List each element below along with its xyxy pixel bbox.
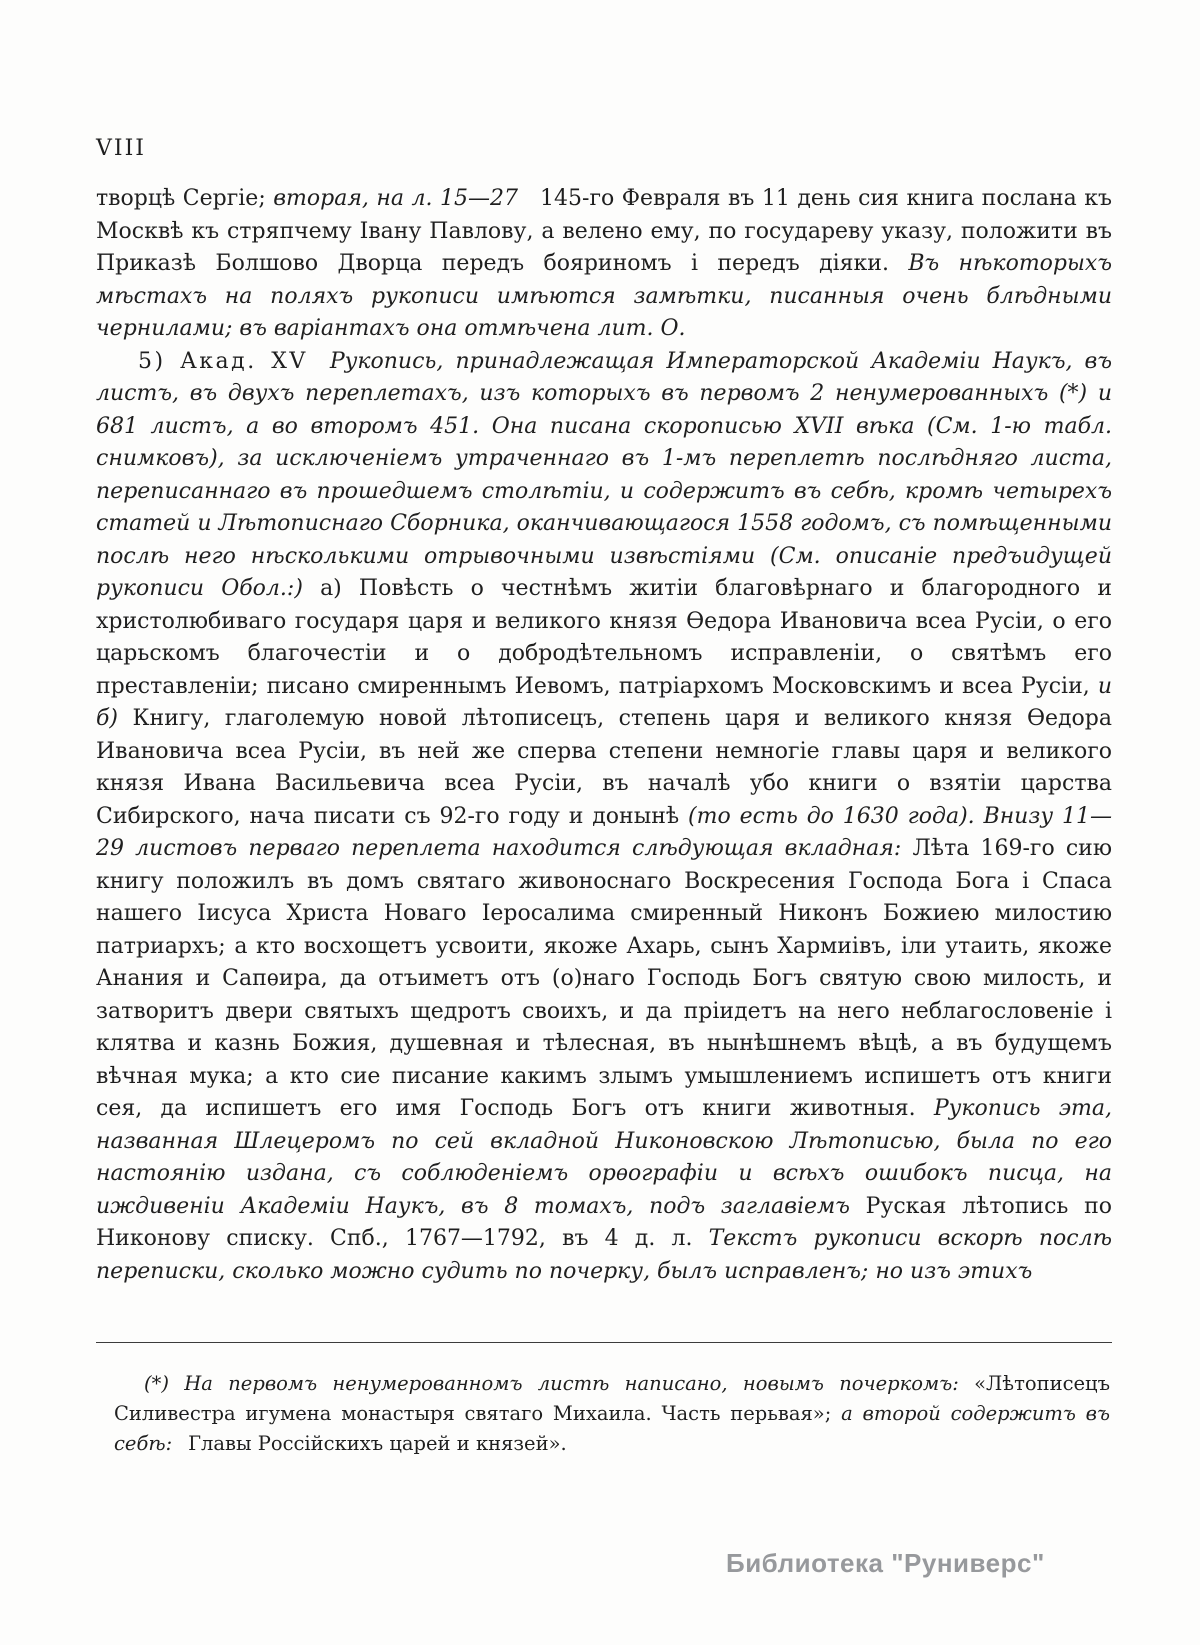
text-segment: 5) Акад. XV <box>138 348 308 374</box>
text-segment: Руская лѣтопись по Никонову списку. Спб., 1767—1792, въ 4 д. л. <box>96 1193 1112 1251</box>
text-segment: Главы Россійскихъ царей и князей». <box>178 1432 567 1455</box>
text-segment: Рукопись эта, названная Шлецеромъ по сей вкладной Никоновскою Лѣтописью, была по его настоянію издана, съ соблюденіемъ орѳографіи и всѣхъ ошибокъ писца, на иждивеніи Академіи Наукъ, въ 8 томахъ, подъ заглавіемъ <box>96 1096 1112 1219</box>
watermark: Библиотека "Руниверс" <box>726 1548 1045 1578</box>
text-segment: Книгу, глаголемую новой лѣтописецъ, степень царя и великого князя Ѳедора Ивановича всеа Русіи, въ ней же сперва степени немногіе главы царя и великого князя Ивана Васильевича всеа Русіи, въ началѣ убо книги о взятіи царства Сибирского, нача писати съ 92-го году и донынѣ <box>96 706 1112 829</box>
text-segment: (то есть до 1630 года). Внизу 11—29 листовъ перваго переплета находится слѣдующая вкладная: <box>96 803 1112 861</box>
text-segment: Лѣта 169-го сию книгу положилъ въ домъ святаго живоноснаго Воскресения Господа Бога і Спаса нашего Іисуса Христа Новаго Іеросалима смиренный Никонъ Божиею милостию патриархъ; а кто восхощетъ усвоити, якоже Ахарь, сынъ Хармиівъ, іли утаить, якоже Анания и Сапѳира, да отъиметъ отъ (о)наго Господь Богъ святую свою милость, и затворитъ двери святыхъ щедротъ своихъ, и да пріидетъ на него неблагословеніе і клятва и казнь Божия, душевная и тѣлесная, въ нынѣшнемъ вѣцѣ, а въ будущемъ вѣчная мука; а кто сие писание какимъ злымъ умышлениемъ испишетъ отъ книги сея, да испишетъ его имя Господь Богъ отъ книги животныя. <box>96 836 1112 1121</box>
paragraph <box>96 183 1112 346</box>
text-segment: Рукопись, принадлежащая Императорской Академіи Наукъ, въ листъ, въ двухъ переплетахъ, изъ которыхъ въ первомъ 2 ненумерованныхъ (*) и 681 листъ, а во второмъ 451. Она писана скорописью XVII вѣка (См. 1-ю табл. снимковъ), за исключеніемъ утраченнаго въ 1-мъ переплетѣ послѣдняго листа, переписаннаго въ прошедшемъ столѣтіи, и содержитъ въ себѣ, кромѣ четырехъ статей и Лѣтописнаго Сборника, оканчивающагося 1558 годомъ, съ помѣщенными послѣ него нѣсколькими отрывочными извѣстіями (См. описаніе предъидущей рукописи Обол.:) <box>96 348 1112 601</box>
text-segment: а) Повѣсть о честнѣмъ житіи благовѣрнаго и благородного и христолюбиваго государя царя и великого князя Ѳедора Ивановича всеа Русіи, о его царьскомъ благочестіи и о добродѣтельномъ исправленіи, о святѣмъ его преставленіи; писано смиреннымъ Иевомъ, патріархомъ Московскимъ и всеа Русіи, <box>96 576 1112 699</box>
text-segment: творцѣ Сергіе; <box>96 186 274 211</box>
footnote-rule <box>96 1342 1112 1343</box>
body-text <box>96 183 1112 1288</box>
footnote <box>114 1369 1110 1459</box>
paragraph <box>96 346 1112 1289</box>
text-segment: вторая, на л. 15—27 <box>273 186 519 211</box>
text-segment: (*) На первомъ ненумерованномъ листѣ написано, новымъ почеркомъ: <box>144 1372 975 1395</box>
page-number: VIII <box>96 136 146 161</box>
text-segment: «Лѣтописецъ Силивестра игумена монастыря святаго Михаила. Часть перьвая»; <box>114 1372 1110 1425</box>
text-segment: и б) <box>96 673 1112 731</box>
text-segment: а второй содержитъ въ себѣ: <box>114 1402 1110 1455</box>
text-segment: Текстъ рукописи вскорѣ послѣ переписки, сколько можно судить по почерку, былъ исправленъ; но изъ этихъ <box>96 1226 1112 1284</box>
text-segment: Въ нѣкоторыхъ мѣстахъ на поляхъ рукописи имѣются замѣтки, писанныя очень блѣдными чернилами; въ варіантахъ она отмѣчена лит. О. <box>96 251 1112 341</box>
text-segment: 145-го Февраля въ 11 день сия книга послана къ Москвѣ къ стряпчему Івану Павлову, а велено ему, по государеву указу, положити въ Приказѣ Болшово Дворца передъ бояриномъ і передъ діяки. <box>96 186 1113 276</box>
